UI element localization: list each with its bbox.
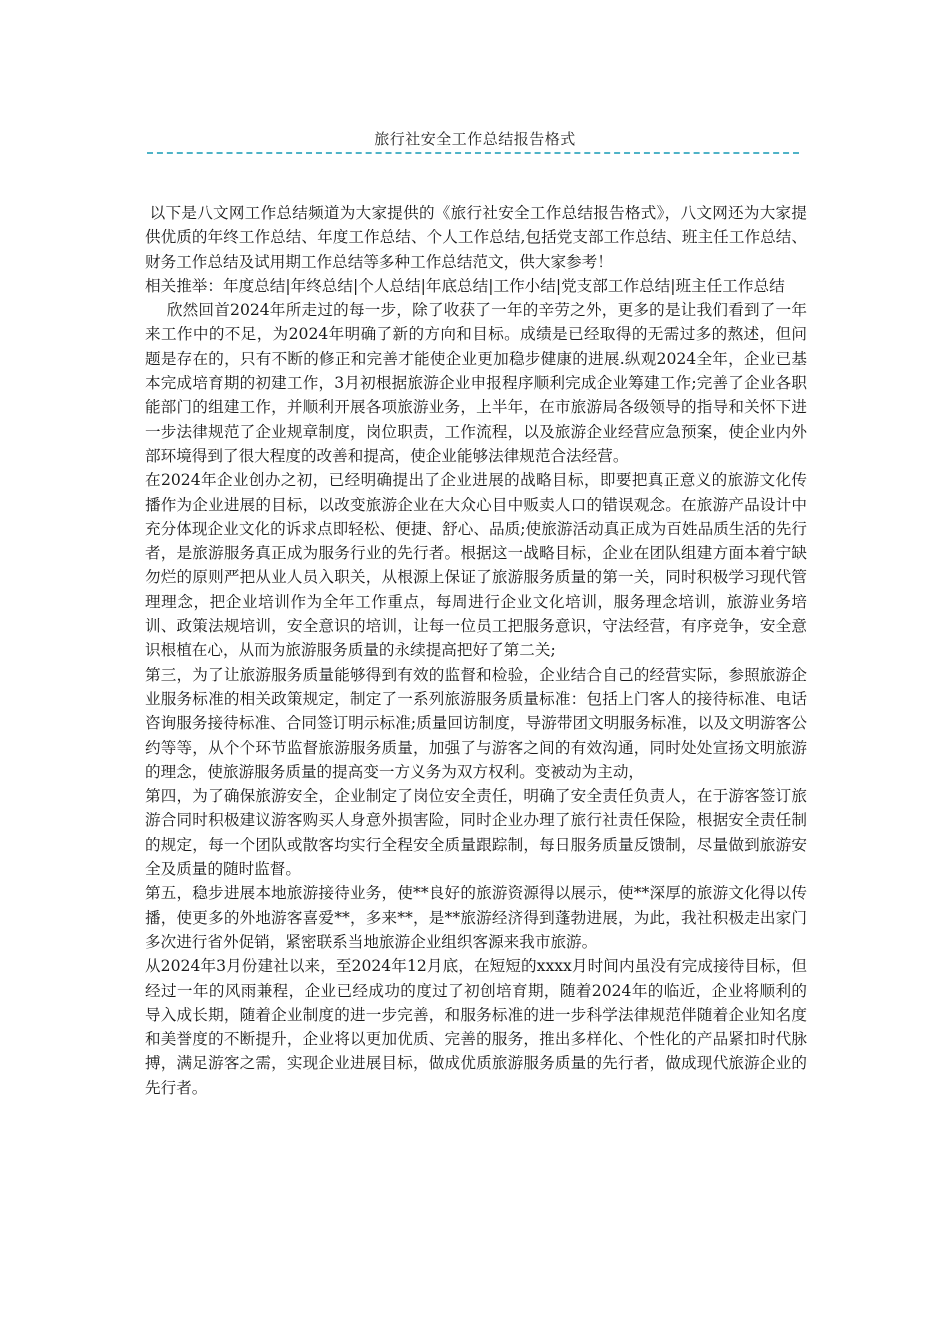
body-paragraph-third: 第三，为了让旅游服务质量能够得到有效的监督和检验，企业结合自己的经营实际，参照旅游企业服务标准的相关政策规定，制定了一系列旅游服务质量标准：包括上门客人的接待标准、电话咨询服务接待标准、合同签订明示标准;质量回访制度，导游带团文明服务标准，以及文明游客公约等等，从个个环节监督旅游服务质量，加强了与游客之间的有效沟通，同时处处宣扬文明旅游的理念，使旅游服务质量的提高变一方义务为双方权利。变被动为主动， [145, 665, 807, 781]
document-title: 旅行社安全工作总结报告格式 [374, 130, 576, 148]
intro-paragraph: 以下是八文网工作总结频道为大家提供的《旅行社安全工作总结报告格式》，八文网还为大家提供优质的年终工作总结、年度工作总结、个人工作总结,包括党支部工作总结、班主任工作总结、财务工作总结及试用期工作总结等多种工作总结范文，供大家参考！ [145, 204, 807, 271]
body-paragraph-fifth: 第五，稳步进展本地旅游接待业务，使**良好的旅游资源得以展示，使**深厚的旅游文化得以传播，使更多的外地游客喜爱**，多来**，是**旅游经济得到蓬勃进展，为此，我社积极走出家门多次进行省外促销，紧密联系当地旅游企业组织客源来我市旅游。 [145, 884, 807, 951]
body-paragraph-strategy: 在2024年企业创办之初，已经明确提出了企业进展的战略目标，即要把真正意义的旅游文化传播作为企业进展的目标，以改变旅游企业在大众心目中贩卖人口的错误观念。在旅游产品设计中充分体现企业文化的诉求点即轻松、便捷、舒心、品质;使旅游活动真正成为百姓品质生活的先行者，是旅游服务真正成为服务行业的先行者。根据这一战略目标，企业在团队组建方面本着宁缺勿烂的原则严把从业人员入职关，从根源上保证了旅游服务质量的第一关，同时积极学习现代管理理念，把企业培训作为全年工作重点，每周进行企业文化培训，服务理念培训，旅游业务培训、政策法规培训，安全意识的培训，让每一位员工把服务意识，守法经营，有序竞争，安全意识根植在心，从而为旅游服务质量的永续提高把好了第二关; [145, 471, 807, 660]
title-divider [147, 152, 799, 154]
document-body [145, 201, 807, 1100]
related-recommendations: 相关推举：年度总结|年终总结|个人总结|年底总结|工作小结|党支部工作总结|班主任工作总结 [145, 276, 785, 295]
body-paragraph-review: 欣然回首2024年所走过的每一步，除了收获了一年的辛劳之外，更多的是让我们看到了一年来工作中的不足，为2024年明确了新的方向和目标。成绩是已经取得的无需过多的熬述，但问题是存在的，只有不断的修正和完善才能使企业更加稳步健康的进展.纵观2024全年，企业已基本完成培育期的初建工作，3月初根据旅游企业申报程序顺利完成企业筹建工作;完善了企业各职能部门的组建工作，并顺利开展各项旅游业务，上半年，在市旅游局各级领导的指导和关怀下进一步法律规范了企业规章制度，岗位职责，工作流程，以及旅游企业经营应急预案，使企业内外部环境得到了很大程度的改善和提高，使企业能够法律规范合法经营。 [145, 301, 807, 465]
body-paragraph-fourth: 第四，为了确保旅游安全，企业制定了岗位安全责任，明确了安全责任负责人，在于游客签订旅游合同时积极建议游客购买人身意外损害险，同时企业办理了旅行社责任保险，根据安全责任制的规定，每一个团队或散客均实行全程安全质量跟踪制，每日服务质量反馈制，尽量做到旅游安全及质量的随时监督。 [145, 787, 807, 879]
body-paragraph-conclusion: 从2024年3月份建社以来，至2024年12月底，在短短的xxxx月时间内虽没有完成接待目标，但经过一年的风雨兼程，企业已经成功的度过了初创培育期，随着2024年的临近，企业将顺利的导入成长期，随着企业制度的进一步完善，和服务标准的进一步科学法律规范伴随着企业知名度和美誉度的不断提升，企业将以更加优质、完善的服务，推出多样化、个性化的产品紧扣时代脉搏，满足游客之需，实现企业进展目标，做成优质旅游服务质量的先行者，做成现代旅游企业的先行者。 [145, 957, 807, 1097]
